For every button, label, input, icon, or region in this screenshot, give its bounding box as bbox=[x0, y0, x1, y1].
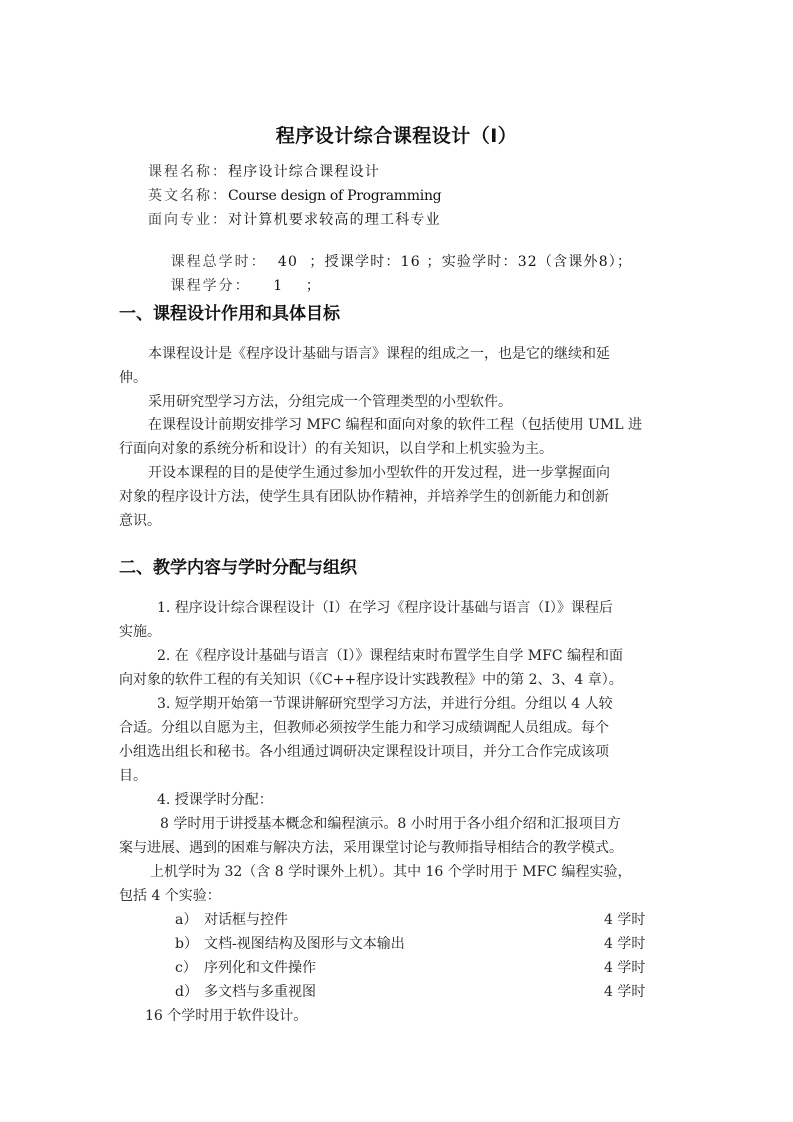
section-heading-2: 二、教学内容与学时分配与组织 bbox=[119, 558, 357, 578]
meta-value: 1 ； bbox=[250, 278, 322, 294]
experiment-label: c） bbox=[175, 960, 197, 976]
experiment-name: 多文档与多重视图 bbox=[204, 984, 316, 1000]
section-heading-1: 一、课程设计作用和具体目标 bbox=[119, 304, 340, 324]
meta-value: Course design of Programming bbox=[228, 188, 442, 204]
paragraph-line: 8 学时用于讲授基本概念和编程演示。8 小时用于各小组介绍和汇报项目方 bbox=[160, 816, 621, 832]
paragraph-line: 实施。 bbox=[119, 624, 161, 640]
experiment-hours: 4 学时 bbox=[604, 912, 646, 928]
paragraph-line: 开设本课程的目的是使学生通过参加小型软件的开发过程，进一步掌握面向 bbox=[148, 465, 610, 481]
closing-line: 16 个学时用于软件设计。 bbox=[145, 1008, 308, 1024]
meta-value: 程序设计综合课程设计 bbox=[228, 164, 380, 180]
experiment-hours: 4 学时 bbox=[604, 960, 646, 976]
experiment-name: 文档-视图结构及图形与文本输出 bbox=[204, 936, 405, 952]
paragraph-line: 本课程设计是《程序设计基础与语言》课程的组成之一，也是它的继续和延 bbox=[148, 346, 610, 362]
experiment-label: a） bbox=[175, 912, 198, 928]
paragraph-line: 在课程设计前期安排学习 MFC 编程和面向对象的软件工程（包括使用 UML 进 bbox=[148, 417, 642, 433]
paragraph-line: 对象的程序设计方法，使学生具有团队协作精神，并培养学生的创新能力和创新 bbox=[119, 489, 609, 505]
paragraph-line: 行面向对象的系统分析和设计）的有关知识，以自学和上机实验为主。 bbox=[119, 441, 553, 457]
page-title: 程序设计综合课程设计（I） bbox=[275, 125, 518, 147]
paragraph-line: 包括 4 个实验： bbox=[119, 888, 221, 904]
experiment-hours: 4 学时 bbox=[604, 936, 646, 952]
meta-label: 课程学分： bbox=[170, 278, 251, 294]
experiment-name: 序列化和文件操作 bbox=[204, 960, 316, 976]
meta-target-major bbox=[148, 211, 441, 229]
experiment-name: 对话框与控件 bbox=[204, 912, 288, 928]
meta-value: 对计算机要求较高的理工科专业 bbox=[228, 212, 441, 228]
paragraph-line: 合适。分组以自愿为主，但教师必须按学生能力和学习成绩调配人员组成。每个 bbox=[119, 720, 609, 736]
paragraph-line: 上机学时为 32（含 8 学时课外上机）。其中 16 个学时用于 MFC 编程实验， bbox=[150, 864, 632, 880]
list-item-1: 1. 程序设计综合课程设计（I）在学习《程序设计基础与语言（I）》课程后 bbox=[157, 600, 613, 616]
paragraph-line: 向对象的软件工程的有关知识（《C++程序设计实践教程》中的第 2、3、4 章）。 bbox=[119, 672, 623, 688]
meta-label: 课程总学时： bbox=[170, 254, 267, 270]
experiment-hours: 4 学时 bbox=[604, 984, 646, 1000]
paragraph-line: 目。 bbox=[119, 768, 147, 784]
list-item-3: 3. 短学期开始第一节课讲解研究型学习方法，并进行分组。分组以 4 人较 bbox=[157, 696, 613, 712]
paragraph-line: 小组选出组长和秘书。各小组通过调研决定课程设计项目，并分工合作完成该项 bbox=[119, 744, 609, 760]
paragraph-line: 采用研究型学习方法，分组完成一个管理类型的小型软件。 bbox=[148, 394, 512, 410]
meta-course-name bbox=[148, 163, 380, 181]
meta-label: 课程名称： bbox=[148, 164, 228, 180]
paragraph-line: 伸。 bbox=[119, 370, 147, 386]
meta-value: 40 ；授课学时：16 ；实验学时：32（含课外8）； bbox=[266, 254, 633, 270]
paragraph-line: 案与进展、遇到的困难与解决方法，采用课堂讨论与教师指导相结合的教学模式。 bbox=[119, 840, 623, 856]
meta-label: 英文名称： bbox=[148, 188, 228, 204]
list-item-4: 4. 授课学时分配： bbox=[157, 792, 273, 808]
paragraph-line: 意识。 bbox=[119, 513, 161, 529]
experiment-label: d） bbox=[175, 984, 198, 1000]
meta-label: 面向专业： bbox=[148, 212, 228, 228]
experiment-label: b） bbox=[175, 936, 198, 952]
meta-english-name bbox=[148, 187, 441, 205]
list-item-2: 2. 在《程序设计基础与语言（I）》课程结束时布置学生自学 MFC 编程和面 bbox=[157, 648, 623, 664]
